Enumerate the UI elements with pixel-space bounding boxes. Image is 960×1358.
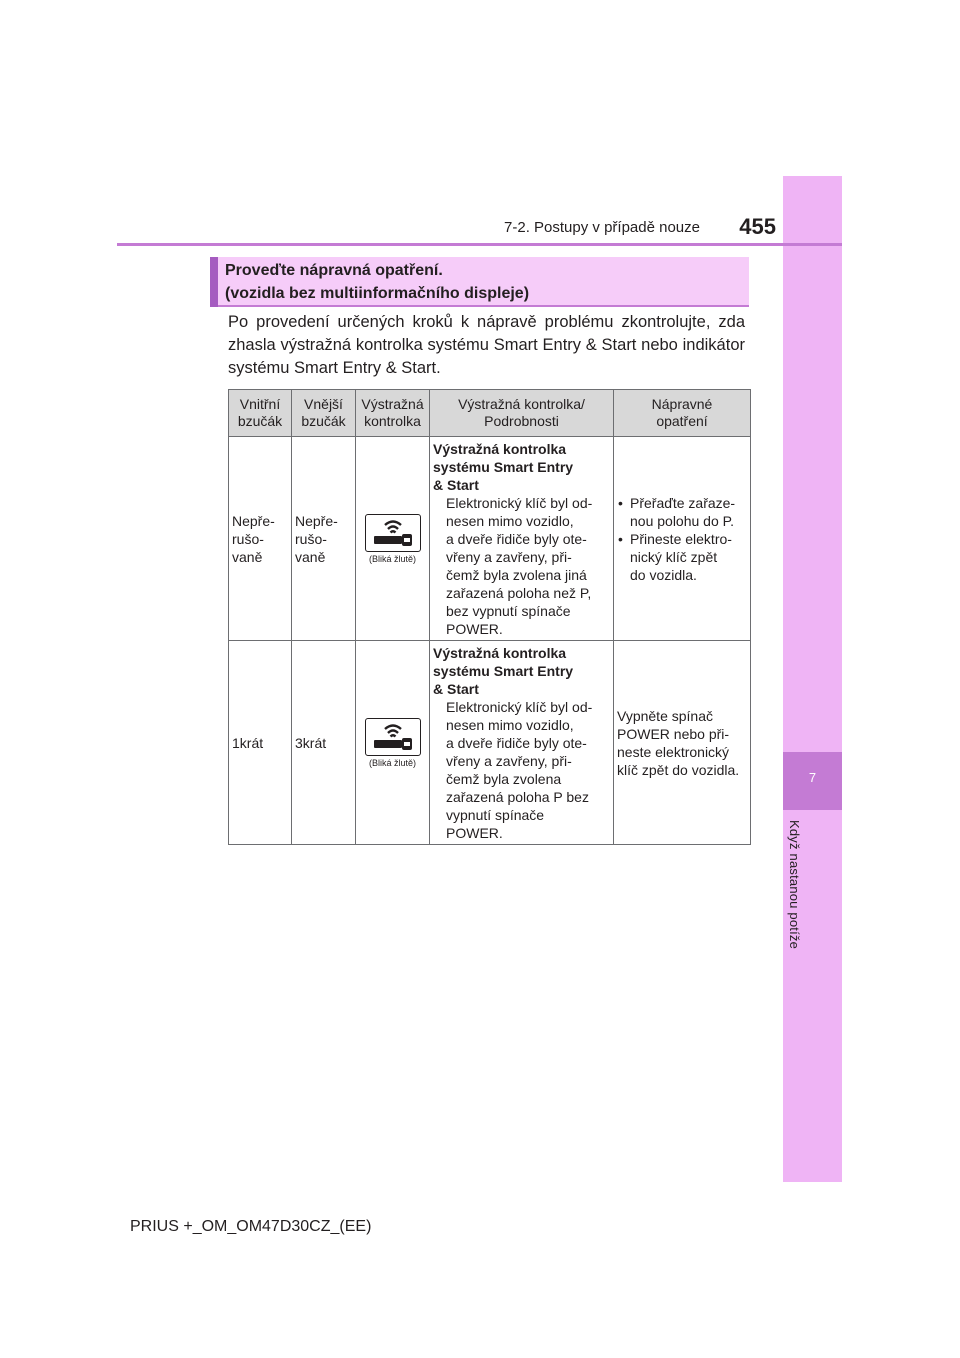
header-rule [117,243,842,246]
exterior-buzzer-cell: 3krát [292,641,356,845]
list-item: • Přineste elektro- nický klíč zpět do vozidla. [617,530,747,584]
list-item: • Přeřaďte zařaze- nou polohu do P. [617,494,747,530]
details-cell [430,641,614,845]
interior-buzzer-cell: Nepře- rušo- vaně [229,437,292,641]
document-code-footer: PRIUS +_OM_OM47D30CZ_(EE) [130,1218,372,1235]
callout-title: Proveďte nápravná opatření. [225,262,443,279]
callout-box [210,257,749,307]
warning-light-cell [356,641,430,845]
remedy-cell [614,437,751,641]
smart-key-warning-icon [365,514,421,552]
detail-body: Elektronický klíč byl od- nesen mimo vozidlo, a dveře řidiče byly ote- vřeny a zavřeny, při- čemž byla zvolena zařazená poloha P bez vypnutí spínače POWER. [446,698,593,841]
lamp-caption: (Bliká žlutě) [368,757,416,768]
chapter-title: Když nastanou potíže [787,820,802,950]
table-row [229,437,751,641]
detail-title: Výstražná kontrolka systému Smart Entry & Start [433,644,574,697]
chapter-number-badge [783,752,842,810]
table-header-row [229,390,751,437]
smart-key-warning-icon [365,718,421,756]
table-row [229,641,751,845]
callout-subtitle: (vozidla bez multiinformačního displeje) [225,285,530,302]
page-number: 455 [739,214,776,239]
details-cell [430,437,614,641]
callout-accent-bar [210,257,218,307]
header-interior-buzzer: Vnitřní bzučák [229,390,292,437]
interior-buzzer-cell: 1krát [229,641,292,845]
chapter-number: 7 [808,770,817,785]
header-exterior-buzzer: Vnější bzučák [292,390,356,437]
header-details: Výstražná kontrolka/ Podrobnosti [430,390,614,437]
detail-title: Výstražná kontrolka systému Smart Entry & Start [433,440,574,493]
intro-paragraph: Po provedení určených kroků k nápravě problému zkontrolujte, zda zhasla výstražná kontrolka systému Smart Entry & Start nebo indikátor systému Smart Entry & Start. [228,313,745,377]
chapter-side-tab [783,176,842,1182]
exterior-buzzer-cell: Nepře- rušo- vaně [292,437,356,641]
header-warning-light: Výstražná kontrolka [356,390,430,437]
section-heading: 7-2. Postupy v případě nouze [504,219,700,236]
warning-table [228,389,751,845]
detail-body: Elektronický klíč byl od- nesen mimo vozidlo, a dveře řidiče byly ote- vřeny a zavřeny, při- čemž byla zvolena jiná zařazená poloha než P, bez vypnutí spínače POWER. [446,494,593,637]
remedy-cell: Vypněte spínač POWER nebo při- neste elektronický klíč zpět do vozidla. [614,641,751,845]
lamp-caption: (Bliká žlutě) [368,553,416,564]
header-remedy: Nápravné opatření [614,390,751,437]
warning-light-cell [356,437,430,641]
